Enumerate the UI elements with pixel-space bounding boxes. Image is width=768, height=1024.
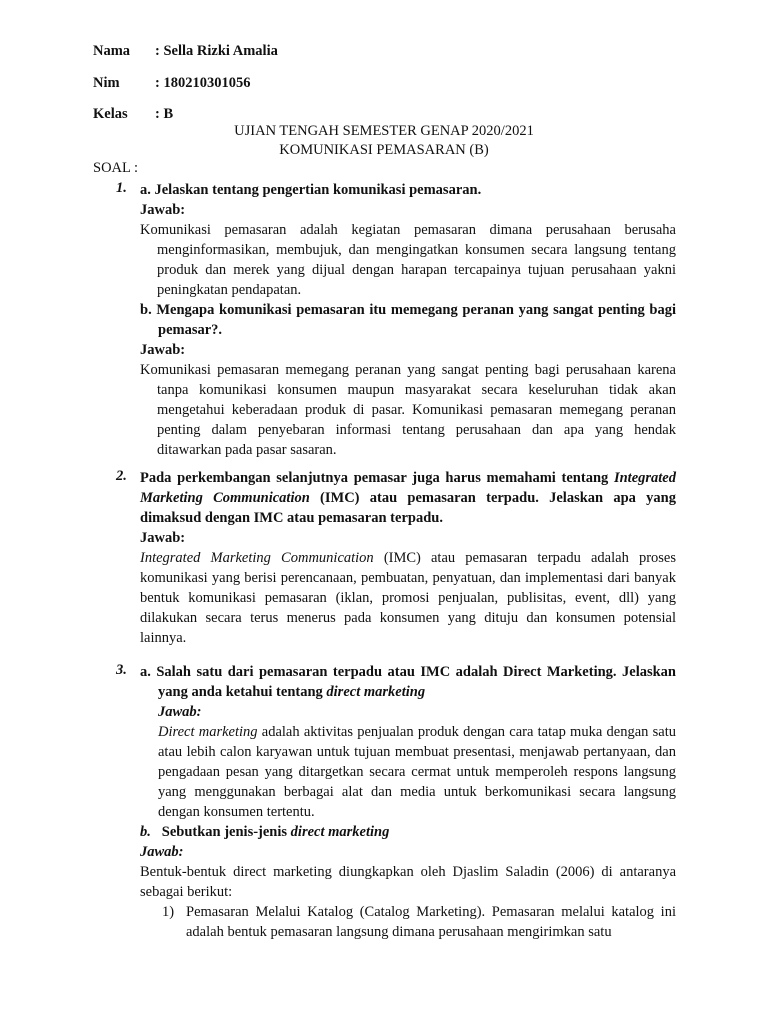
q2-answer-text: (IMC) atau pemasaran terpadu adalah proses komunikasi yang berisi perencanaan, pembuatan, penyatuan, dan implementasi dari banyak bentuk komunikasi pemasaran (iklan, promosi penjualan, publisitas, event, dll) yang dilakukan secara terus menerus pada konsumen yang dituju dan konsumen potensial lainnya. (140, 550, 676, 646)
q3b-item1-number: 1) (162, 904, 175, 920)
nama-value: : Sella Rizki Amalia (155, 43, 278, 59)
exam-title: UJIAN TENGAH SEMESTER GENAP 2020/2021 (234, 123, 534, 139)
q1-number: 1. (116, 180, 127, 196)
kelas-value: : B (155, 106, 174, 122)
q3a-answer (158, 722, 676, 822)
nim-value: : 180210301056 (155, 75, 251, 91)
q3a-question-italic: direct marketing (326, 684, 426, 700)
q2-question-italic: Integrated Marketing Communication (140, 470, 676, 506)
q3-number: 3. (116, 662, 127, 678)
q3b-item1-text: Pemasaran Melalui Katalog (Catalog Marketing). Pemasaran melalui katalog ini adalah bentuk pemasaran langsung dimana perusahaan mengirimkan satu (186, 904, 676, 940)
q3b-question (140, 822, 676, 842)
q2-section (140, 468, 676, 648)
q3b-label: b. (140, 824, 151, 840)
kelas-label: Kelas (93, 106, 128, 122)
q1a-question: a. Jelaskan tentang pengertian komunikasi pemasaran. (140, 182, 482, 198)
q1b-question: b. Mengapa komunikasi pemasaran itu memegang peranan yang sangat penting bagi pemasar?. (140, 302, 676, 338)
soal-label: SOAL : (93, 160, 138, 176)
nim-label: Nim (93, 75, 120, 91)
q1b-answer: Komunikasi pemasaran memegang peranan yang sangat penting bagi perusahaan karena tanpa komunikasi konsumen maupun masyarakat secara keseluruhan tidak akan mengetahui keberadaan produk di pasar. Komunikasi pemasaran memegang peranan penting dalam penyebaran informasi tentang perusahaan dan apa yang hendak ditawarkan pada pasar sasaran. (140, 362, 676, 458)
q3b-question-italic: direct marketing (290, 824, 390, 840)
q2-question (140, 468, 676, 528)
q2-answer (140, 548, 676, 648)
q3a-jawab: Jawab: (158, 704, 202, 720)
q3-section (140, 662, 676, 942)
q2-answer-italic: Integrated Marketing Communication (140, 550, 374, 566)
q3b-jawab: Jawab: (140, 844, 184, 860)
q1b-jawab: Jawab: (140, 342, 186, 358)
q3a-question (140, 662, 676, 702)
nama-label: Nama (93, 43, 131, 59)
q3b-intro: Bentuk-bentuk direct marketing diungkapkan oleh Djaslim Saladin (2006) di antaranya sebagai berikut: (140, 864, 676, 900)
q3a-answer-italic: Direct marketing (158, 724, 258, 740)
q1a-jawab: Jawab: (140, 202, 186, 218)
q2-number: 2. (116, 468, 127, 484)
q1-section (140, 180, 676, 460)
q3a-question-text: a. Salah satu dari pemasaran terpadu atau IMC adalah Direct Marketing. Jelaskan yang anda ketahui tentang (140, 664, 676, 700)
q3b-question-text: Sebutkan jenis-jenis (161, 824, 291, 840)
q1a-answer: Komunikasi pemasaran adalah kegiatan pemasaran dimana perusahaan berusaha menginformasikan, membujuk, dan mengingatkan konsumen secara langsung tentang produk dan merek yang dijual dengan harapan tercapainya tujuan perusahaan yakni peningkatan pendapatan. (140, 222, 676, 298)
q2-jawab: Jawab: (140, 530, 186, 546)
q3a-answer-text: adalah aktivitas penjualan produk dengan cara tatap muka dengan satu atau lebih calon karyawan untuk tujuan membuat presentasi, menjawab pertanyaan, dan pengadaan pesan yang ditargetkan secara cermat untuk memperoleh respons langsung yang menggunakan berbagai alat dan media untuk berkomunikasi secara langsung dengan konsumen tertentu. (158, 724, 676, 820)
course-title: KOMUNIKASI PEMASARAN (B) (279, 142, 489, 158)
q3b-list-item-1 (140, 902, 676, 942)
q2-question-part2: (IMC) atau pemasaran terpadu. Jelaskan apa yang dimaksud dengan IMC atau pemasaran terpadu. (140, 490, 676, 526)
q2-question-part1: Pada perkembangan selanjutnya pemasar juga harus memahami tentang (140, 470, 614, 486)
